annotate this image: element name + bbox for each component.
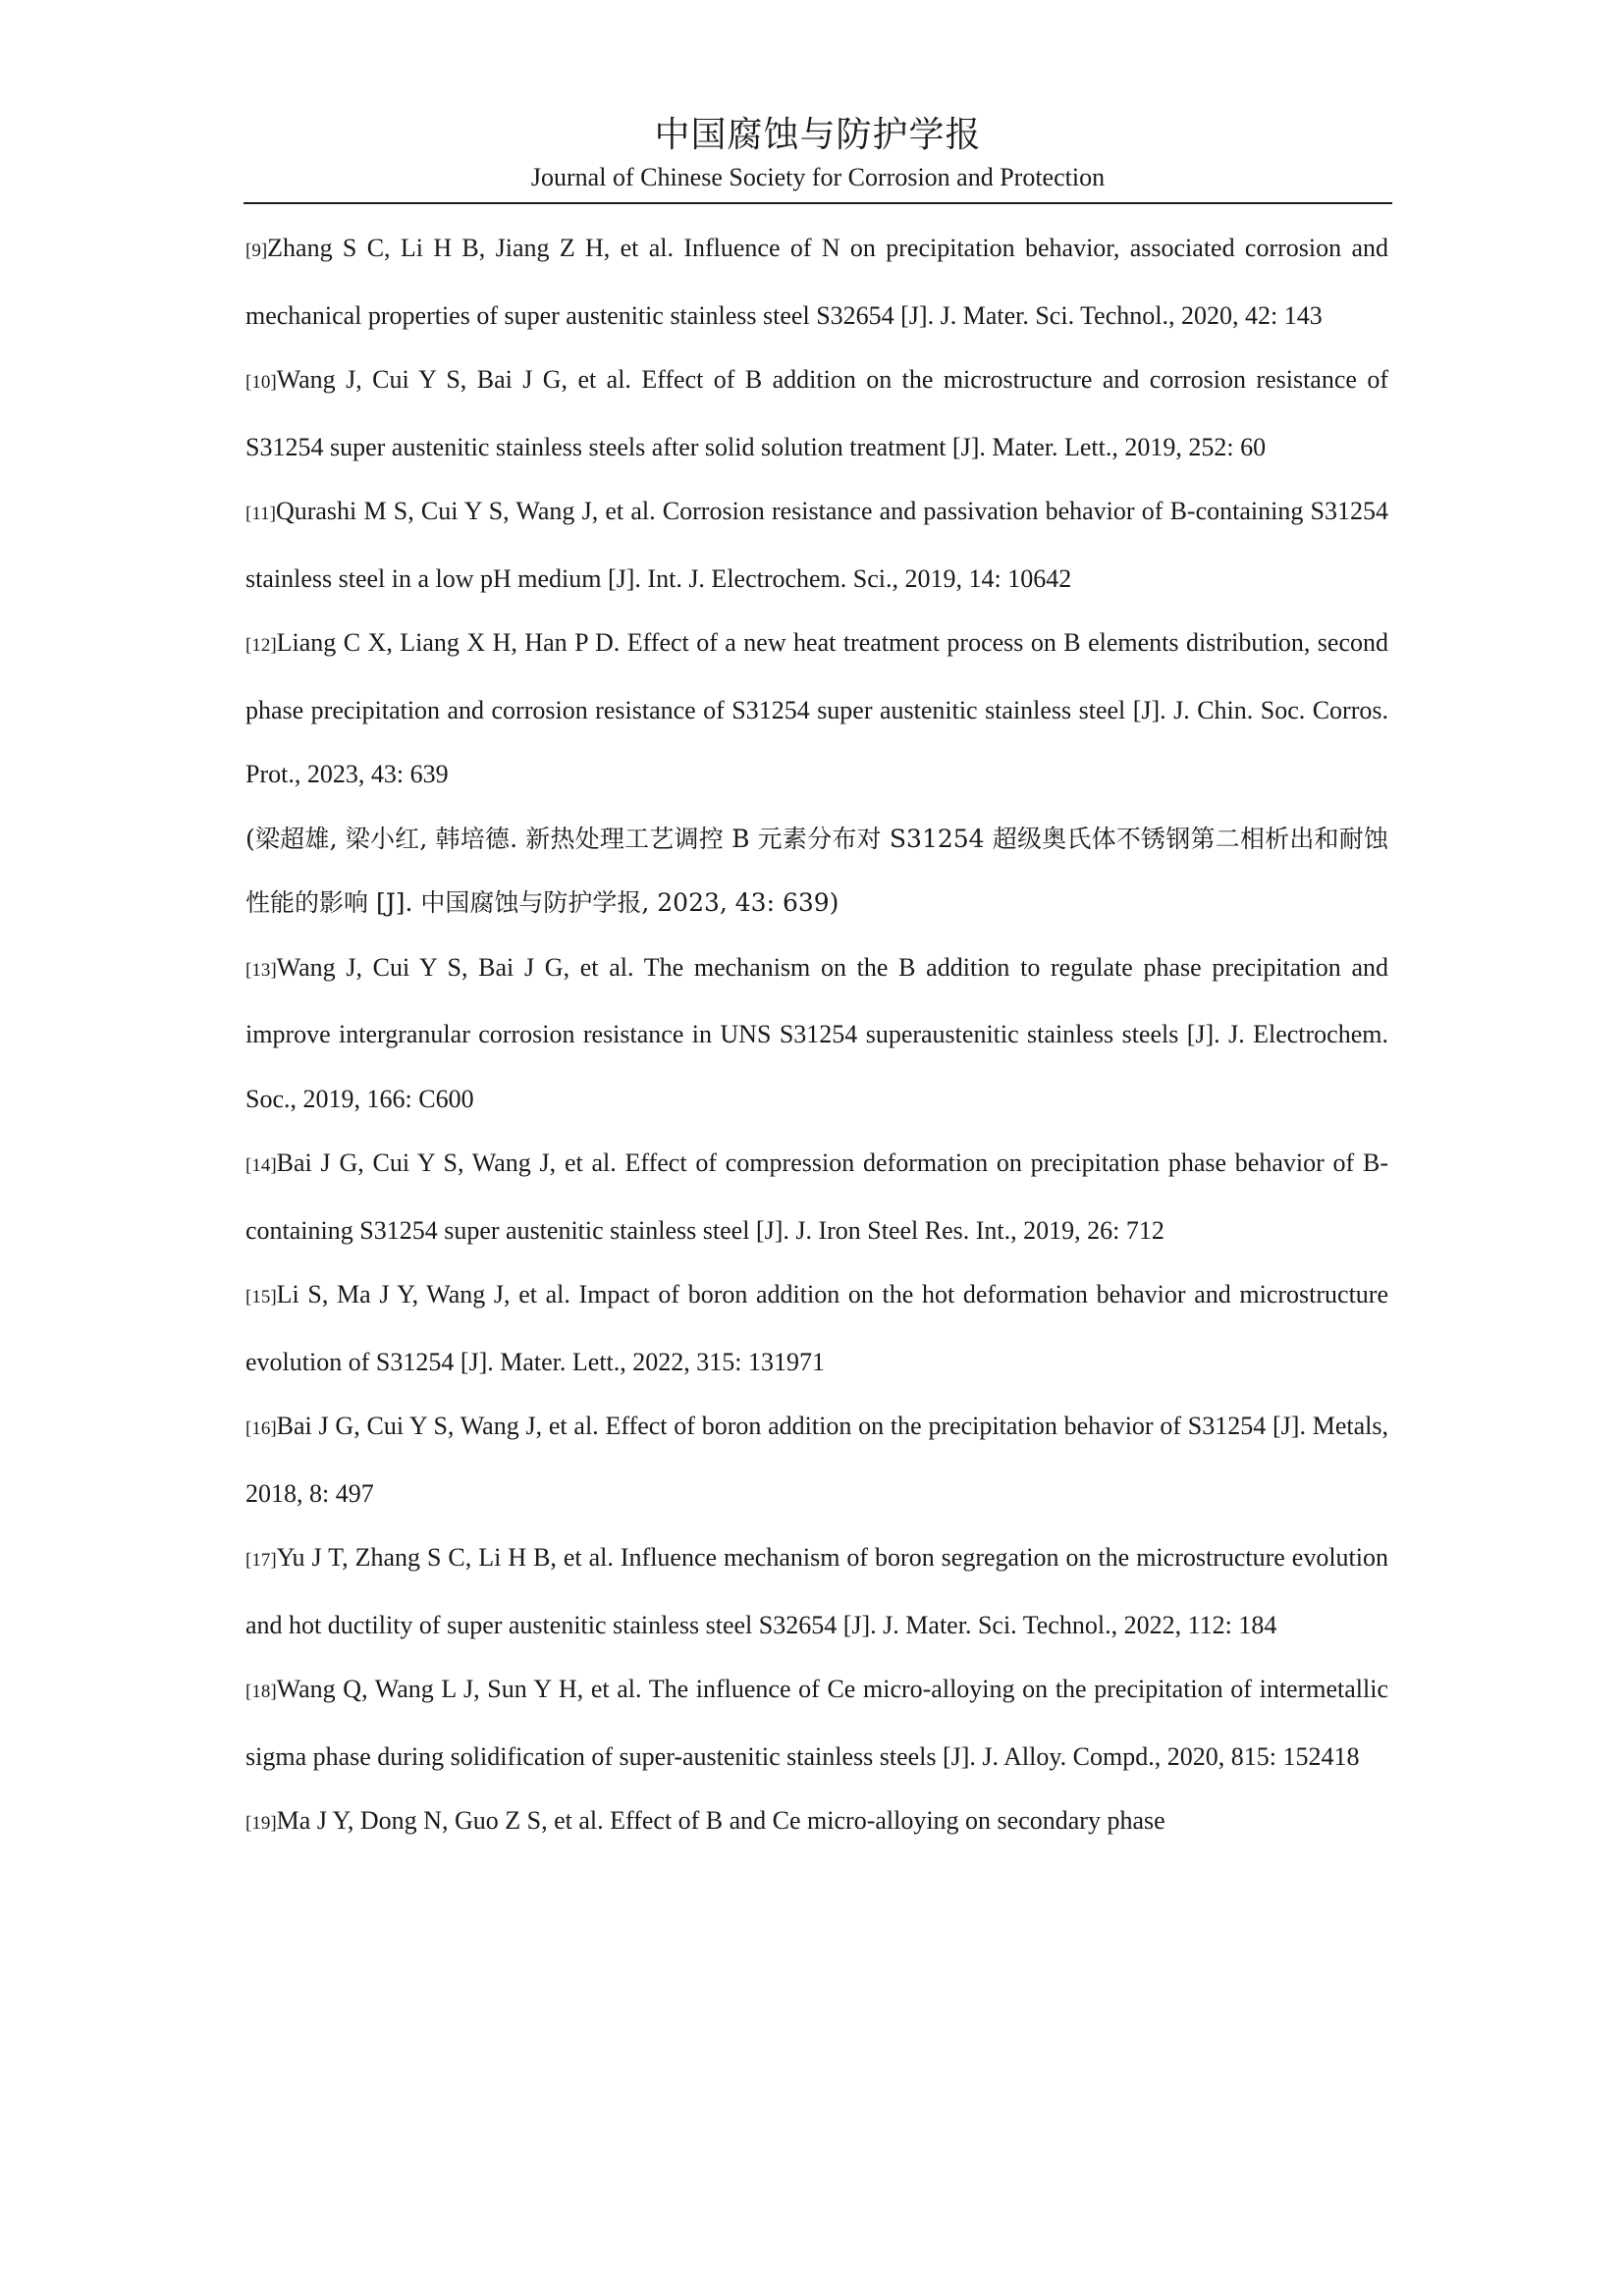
reference-text: Wang Q, Wang L J, Sun Y H, et al. The influence of Ce micro-alloying on the precipitation of intermetallic sigma phase during solidification of super-austenitic stainless steels [J]. J. Alloy. Compd., 2020, 815: 152418 [245,1675,1388,1771]
reference-item [245,1262,1388,1394]
reference-item [245,1525,1388,1657]
reference-number: [18] [245,1682,277,1702]
reference-text: Wang J, Cui Y S, Bai J G, et al. The mechanism on the B addition to regulate phase precipitation and improve intergranular corrosion resistance in UNS S31254 superaustenitic stainless steels [J]. J. Electrochem. Soc., 2019, 166: C600 [245,952,1388,1113]
reference-number: [11] [245,504,276,524]
reference-text: Liang C X, Liang X H, Han P D. Effect of a new heat treatment process on B elements distribution, second phase precipitation and corrosion resistance of S31254 super austenitic stainless steel [J]. J. Chin. Soc. Corros. Prot., 2023, 43: 639 [245,628,1388,788]
reference-text: Yu J T, Zhang S C, Li H B, et al. Influence mechanism of boron segregation on the microstructure evolution and hot ductility of super austenitic stainless steel S32654 [J]. J. Mater. Sci. Technol., 2022, 112: 184 [245,1543,1388,1639]
reference-text: Bai J G, Cui Y S, Wang J, et al. Effect of boron addition on the precipitation behavior of S31254 [J]. Metals, 2018, 8: 497 [245,1412,1388,1508]
reference-number: [19] [245,1813,277,1834]
reference-chinese-translation: (梁超雄, 梁小红, 韩培德. 新热处理工艺调控 B 元素分布对 S31254 超级奥氏体不锈钢第二相析出和耐蚀性能的影响 [J]. 中国腐蚀与防护学报, 2023, 43: 639) [245,824,1388,917]
reference-item [245,935,1388,1132]
reference-item [245,479,1388,611]
reference-item [245,1789,1388,1856]
reference-item [245,347,1388,479]
reference-text: Bai J G, Cui Y S, Wang J, et al. Effect of compression deformation on precipitation phase behavior of B-containing S31254 super austenitic stainless steel [J]. J. Iron Steel Res. Int., 2019, 26: 712 [245,1148,1388,1245]
reference-text: Li S, Ma J Y, Wang J, et al. Impact of boron addition on the hot deformation behavior and microstructure evolution of S31254 [J]. Mater. Lett., 2022, 315: 131971 [245,1280,1388,1376]
journal-title-english: Journal of Chinese Society for Corrosion and Protection [530,163,1106,191]
reference-text: Qurashi M S, Cui Y S, Wang J, et al. Corrosion resistance and passivation behavior of B-containing S31254 stainless steel in a low pH medium [J]. Int. J. Electrochem. Sci., 2019, 14: 10642 [245,497,1388,593]
reference-text: Ma J Y, Dong N, Guo Z S, et al. Effect of B and Ce micro-alloying on secondary phase [276,1806,1165,1835]
reference-list [245,216,1388,1856]
reference-item [245,1394,1388,1525]
reference-number: [13] [245,959,277,981]
reference-item [245,1657,1388,1789]
reference-text: Zhang S C, Li H B, Jiang Z H, et al. Influence of N on precipitation behavior, associated corrosion and mechanical properties of super austenitic stainless steel S32654 [J]. J. Mater. Sci. Technol., 2020, 42: 143 [245,234,1388,330]
journal-title-chinese: 中国腐蚀与防护学报 [654,115,982,155]
reference-number: [16] [245,1418,277,1439]
reference-item [245,611,1388,807]
header-rule [244,202,1392,204]
reference-item [245,216,1388,347]
reference-number: [12] [245,635,277,656]
reference-number: [10] [245,372,277,393]
reference-number: [9] [245,240,268,261]
reference-item [245,1131,1388,1262]
reference-number: [15] [245,1287,277,1308]
reference-text: Wang J, Cui Y S, Bai J G, et al. Effect of B addition on the microstructure and corrosion resistance of S31254 super austenitic stainless steels after solid solution treatment [J]. Mater. Lett., 2019, 252: 60 [245,365,1388,461]
reference-number: [14] [245,1155,277,1176]
reference-number: [17] [245,1550,277,1571]
page-header [244,110,1392,194]
